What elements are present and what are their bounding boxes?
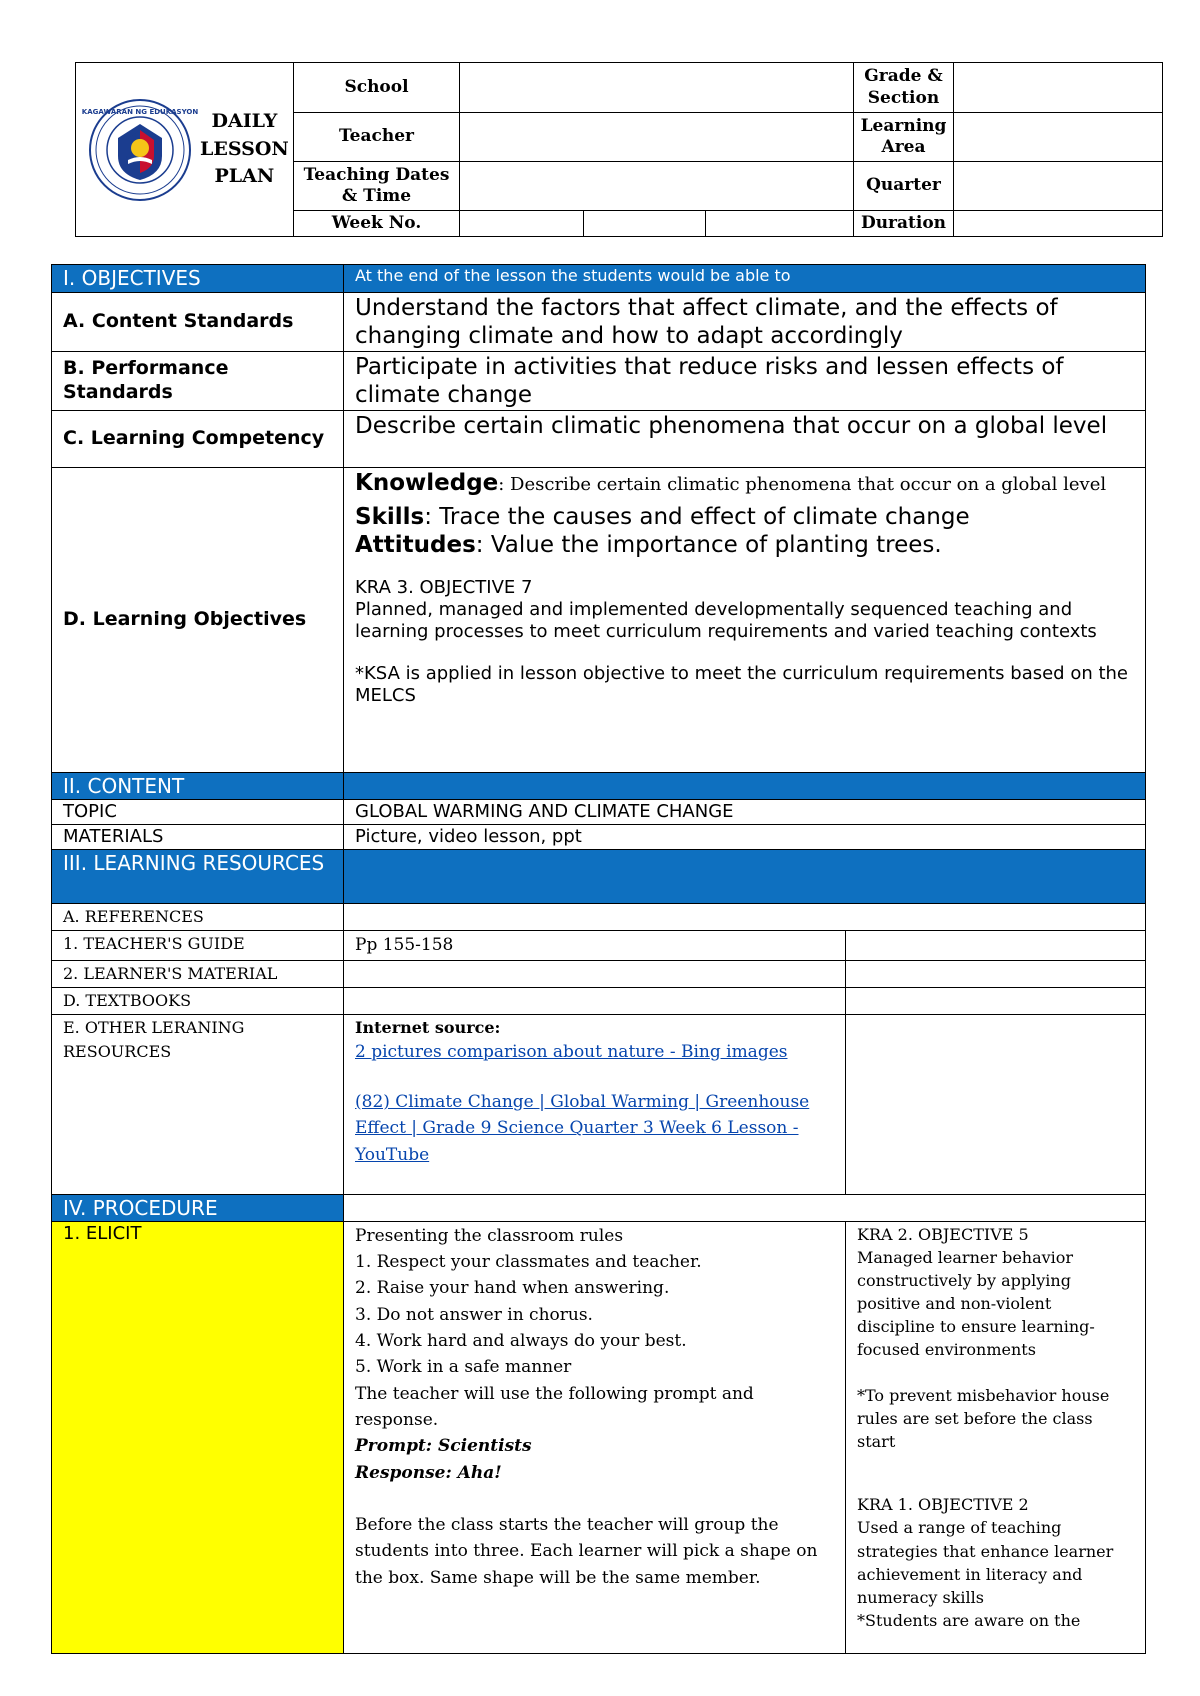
- topic-label: TOPIC: [52, 800, 344, 825]
- materials-label: MATERIALS: [52, 825, 344, 850]
- learning-area-value[interactable]: [954, 113, 1163, 162]
- textbooks-label: D. TEXTBOOKS: [52, 987, 344, 1014]
- lesson-plan-table: [51, 264, 1146, 1654]
- week-no-label: Week No.: [294, 211, 460, 237]
- content-standards-text: Understand the factors that affect climate, and the effects of changing climate and how to adapt accordingly: [344, 293, 1146, 352]
- week-no-cell-1[interactable]: [460, 211, 584, 237]
- rules-title: Presenting the classroom rules: [355, 1225, 624, 1246]
- learners-material-label: 2. LEARNER'S MATERIAL: [52, 960, 344, 987]
- teachers-guide-value: Pp 155-158: [344, 931, 846, 960]
- other-resources-note: [846, 1014, 1146, 1194]
- elicit-label: 1. ELICIT: [52, 1221, 344, 1653]
- learning-objectives-label: D. Learning Objectives: [52, 468, 344, 773]
- internet-source-label: Internet source:: [355, 1017, 501, 1037]
- kra1-text: Used a range of teaching strategies that enhance learner achievement in literacy and numeracy skills: [857, 1518, 1114, 1607]
- kra2-text: Managed learner behavior constructively by applying positive and non-violent discipline to ensure learning-focused environments: [857, 1247, 1095, 1360]
- logo-cell: [76, 63, 294, 237]
- references-label: A. REFERENCES: [52, 904, 344, 931]
- rule-item: 5. Work in a safe manner: [355, 1357, 572, 1378]
- topic-value: GLOBAL WARMING AND CLIMATE CHANGE: [344, 800, 1146, 825]
- grade-section-value[interactable]: [954, 63, 1163, 113]
- teacher-value[interactable]: [460, 113, 854, 162]
- attitudes-text: : Value the importance of planting trees.: [475, 532, 942, 559]
- learning-objectives-cell: [344, 468, 1146, 773]
- kra1-title: KRA 1. OBJECTIVE 2: [857, 1495, 1029, 1515]
- performance-standards-label: B. Performance Standards: [52, 352, 344, 411]
- other-resources-cell: [344, 1014, 846, 1194]
- procedure-heading-blank: [344, 1194, 1146, 1221]
- duration-value[interactable]: [954, 211, 1163, 237]
- kra3-text: Planned, managed and implemented developmentally sequenced teaching and learning processes to meet curriculum requirements and varied teaching contexts: [355, 599, 1097, 643]
- header-table: [75, 62, 1163, 237]
- quarter-label: Quarter: [854, 162, 954, 211]
- knowledge-label: Knowledge: [355, 470, 499, 497]
- teaching-dates-value[interactable]: [460, 162, 854, 211]
- week-no-cell-2[interactable]: [584, 211, 706, 237]
- quarter-value[interactable]: [954, 162, 1163, 211]
- kra3-title: KRA 3. OBJECTIVE 7: [355, 577, 533, 599]
- grouping-text: Before the class starts the teacher will group the students into three. Each learner will pick a shape on the box. Same shape will be the same member.: [355, 1514, 818, 1588]
- procedure-heading: IV. PROCEDURE: [52, 1194, 344, 1221]
- kra2-note: *To prevent misbehavior house rules are set before the class start: [857, 1385, 1110, 1452]
- resources-heading: III. LEARNING RESOURCES: [52, 850, 344, 904]
- rule-item: 4. Work hard and always do your best.: [355, 1330, 687, 1351]
- elicit-kra-cell: [846, 1221, 1146, 1653]
- kra2-title: KRA 2. OBJECTIVE 5: [857, 1224, 1029, 1244]
- rule-item: 1. Respect your classmates and teacher.: [355, 1251, 702, 1272]
- youtube-lesson-link[interactable]: (82) Climate Change | Global Warming | Greenhouse Effect | Grade 9 Science Quarter 3 Week 6 Lesson - YouTube: [355, 1092, 810, 1165]
- learning-area-label: Learning Area: [854, 113, 954, 162]
- teaching-dates-label: Teaching Dates & Time: [294, 162, 460, 211]
- objectives-heading: I. OBJECTIVES: [52, 265, 344, 293]
- textbooks-value: [344, 987, 846, 1014]
- grade-section-label: Grade & Section: [854, 63, 954, 113]
- response-text: Response: Aha!: [355, 1462, 502, 1483]
- plan-title: DAILY LESSON PLAN: [200, 110, 289, 188]
- rule-item: 2. Raise your hand when answering.: [355, 1278, 670, 1299]
- logo-text: KAGAWARAN NG EDUKASYON: [81, 107, 199, 116]
- skills-label: Skills: [355, 504, 425, 531]
- learners-material-note: [846, 960, 1146, 987]
- duration-label: Duration: [854, 211, 954, 237]
- content-heading: II. CONTENT: [52, 773, 344, 800]
- teacher-label: Teacher: [294, 113, 460, 162]
- school-value[interactable]: [460, 63, 854, 113]
- deped-seal-icon: [81, 98, 199, 202]
- performance-standards-text: Participate in activities that reduce risks and lessen effects of climate change: [344, 352, 1146, 411]
- materials-value: Picture, video lesson, ppt: [344, 825, 1146, 850]
- kra1-note: *Students are aware on the: [857, 1611, 1081, 1631]
- week-no-cell-3[interactable]: [706, 211, 854, 237]
- rule-item: 3. Do not answer in chorus.: [355, 1304, 593, 1325]
- attitudes-label: Attitudes: [355, 532, 476, 559]
- textbooks-note: [846, 987, 1146, 1014]
- ksa-note: *KSA is applied in lesson objective to meet the curriculum requirements based on the MELCS: [355, 663, 1129, 706]
- prompt-intro: The teacher will use the following prompt and response.: [355, 1383, 754, 1430]
- school-label: School: [294, 63, 460, 113]
- prompt-text: Prompt: Scientists: [355, 1436, 532, 1457]
- bing-images-link[interactable]: 2 pictures comparison about nature - Bing images: [355, 1041, 788, 1062]
- other-resources-label: E. OTHER LERANING RESOURCES: [52, 1014, 344, 1194]
- content-heading-blank: [344, 773, 1146, 800]
- references-blank: [344, 904, 1146, 931]
- resources-heading-blank: [344, 850, 1146, 904]
- objectives-intro: At the end of the lesson the students would be able to: [344, 265, 1146, 293]
- content-standards-label: A. Content Standards: [52, 293, 344, 352]
- teachers-guide-label: 1. TEACHER'S GUIDE: [52, 931, 344, 960]
- learning-competency-text: Describe certain climatic phenomena that occur on a global level: [344, 411, 1146, 468]
- learning-competency-label: C. Learning Competency: [52, 411, 344, 468]
- skills-text: : Trace the causes and effect of climate change: [424, 504, 970, 531]
- knowledge-text: : Describe certain climatic phenomena that occur on a global level: [498, 474, 1107, 496]
- learners-material-value: [344, 960, 846, 987]
- teachers-guide-note: [846, 931, 1146, 960]
- elicit-activity-cell: [344, 1221, 846, 1653]
